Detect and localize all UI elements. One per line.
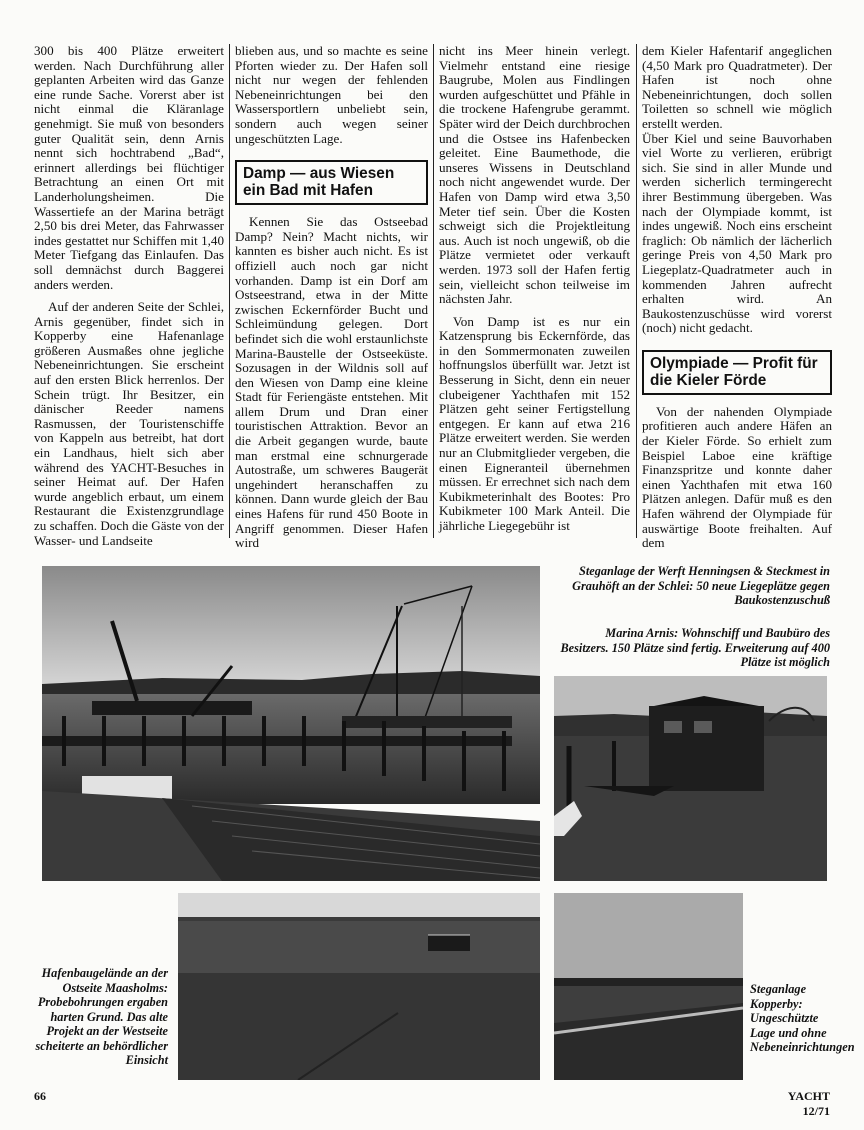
photo-marina-arnis bbox=[554, 676, 827, 881]
paragraph: Über Kiel und seine Bauvorhaben viel Worte zu verlieren, erübrigt sich. Sie sind in aller Munde und werden sicherlich termingerecht ihrer Bestimmung übergeben. Was nach der Olympiade kommt, ist indes ungewiß. Noch eins erscheint fraglich: Ob nämlich der lächerlich geringe Preis von 4,50 Mark pro Liegeplatz-Quadratmeter auch in kommenden Jahren aufrecht erhalten wird. An Baukostenzuschüsse wird vorerst (noch) nicht gedacht. bbox=[642, 130, 832, 336]
caption-henningsen: Steganlage der Werft Henningsen & Steckmest in Grauhöft an der Schlei: 50 neue Liegeplätze gegen Baukostenzuschuß bbox=[572, 564, 830, 607]
text-column-4 bbox=[642, 44, 832, 551]
issue-label: YACHT 12/71 bbox=[787, 1089, 830, 1118]
paragraph: 300 bis 400 Plätze erweitert werden. Nach Durchführung aller geplanten Arbeiten wird das Ganze eine runde Sache. Vorerst aber ist nicht einmal die Kläranlage genehmigt. Sie muß von besonders guter Qualität sein, denn Arnis nennt sich hochtrabend „Bad“, erinnert allerdings bei flüchtiger Betrachtung an einen Ort mit Landerholungsheimen. Die Wassertiefe an der Marina beträgt 2,50 bis drei Meter, das Fahrwasser indes gestattet nur Schiffen mit 1,40 Meter Tiefgang das Einlaufen. Das soll demnächst durch Baggerei anders werden. bbox=[34, 43, 224, 292]
text-column-2 bbox=[235, 44, 428, 551]
paragraph: Kennen Sie das Ostseebad Damp? Nein? Macht nichts, wir kannten es bisher auch nicht. Es ist offiziell auch noch gar nicht vorhanden. Damp ist ein Dorf am Ostseestrand, etwa in der Mitte zwischen Eckernförder Bucht und Schleimündung gelegen. Dort befindet sich die wohl erstaunlichste Marina-Baustelle der Ostseeküste. Sozusagen in der Wildnis soll auf den Wiesen von Damp eine kleine Stadt für Feriengäste entstehen. Mit allem Drum und Dran einer touristischen Attraktion. Bevor an die Arbeit gegangen wurde, baute man erstmal eine schnurgerade Autostraße, um schweres Baugerät ungehindert heranschaffen zu können. Dann wurde gleich der Bau eines Hafens für rund 450 Boote in Angriff genommen. Dieser Hafen wird bbox=[235, 214, 428, 551]
paragraph: blieben aus, und so machte es seine Pforten wieder zu. Der Hafen soll nicht nur wegen der fehlenden Nebeneinrichtungen bei den Wassersportlern unbeliebt sein, sondern auch wegen seiner ungeschützten Lage. bbox=[235, 43, 428, 146]
text-column-1 bbox=[34, 44, 224, 548]
paragraph: dem Kieler Hafentarif angeglichen (4,50 Mark pro Quadratmeter). Der Hafen ist noch ohne Nebeneinrichtungen, doch sollen Toiletten so schnell wie möglich erstellt werden. bbox=[642, 43, 832, 131]
caption-maasholm: Hafenbaugelände an der Ostseite Maasholms: Probebohrungen ergaben harten Grund. Das alte Projekt an der Westseite scheiterte an behördlicher Einsicht bbox=[35, 966, 168, 1067]
column-rule bbox=[229, 44, 230, 538]
page-number: 66 bbox=[34, 1089, 46, 1103]
text-column-3 bbox=[439, 44, 630, 534]
section-heading-olympiade: Olympiade — Profit für die Kieler Förde bbox=[642, 350, 832, 395]
photo-kopperby bbox=[554, 893, 743, 1080]
caption-kopperby: Steganlage Kopperby: Ungeschützte Lage und ohne Nebeneinrichtungen bbox=[750, 982, 855, 1054]
column-rule bbox=[433, 44, 434, 538]
paragraph: Auf der anderen Seite der Schlei, Arnis gegenüber, findet sich in Kopperby eine Hafenanlage größeren Ausmaßes ohne jegliche Nebeneinrichtungen. Sie erscheint auf den ersten Blick herrenlos. Der Schein trügt. Ihr Besitzer, ein dänischer Reeder namens Rasmussen, der Touristenschiffe von Kappeln aus betreibt, hat dort ein Landhaus, hielt sich aber während des YACHT-Besuches in seiner Heimat auf. Der Hafen wurde angeblich erbaut, um einem Restaurant die Existenzgrundlage zu schaffen. Doch die Gäste von der Wasser- und Landseite bbox=[34, 299, 224, 548]
paragraph: nicht ins Meer hinein verlegt. Vielmehr entstand eine riesige Baugrube, Molen aus Findlingen wurden aufgeschüttet und Pfähle in die trockene Hafengrube gerammt. Später wird der Deich durchbrochen und die Ostsee ins Hafenbecken geleitet. Eine Baumethode, die unseres Wissens in Deutschland noch nicht angewendet wurde. Der Hafen von Damp wird etwa 3,50 Meter tief sein. Über die Kosten schweigt sich die Projektleitung aus. Auch ist noch ungewiß, ob die Plätze vermietet oder verkauft werden. 1973 soll der Hafen fertig sein, vielleicht schon teilweise im nächsten Jahr. bbox=[439, 43, 630, 307]
caption-arnis: Marina Arnis: Wohnschiff und Baubüro des Besitzers. 150 Plätze sind fertig. Erweiterung auf 400 Plätze ist möglich bbox=[560, 626, 830, 669]
column-rule bbox=[636, 44, 637, 538]
photo-maasholm bbox=[178, 893, 540, 1080]
paragraph: Von Damp ist es nur ein Katzensprung bis Eckernförde, das in den Sommermonaten zuweilen hoffnungslos überfüllt war. Jetzt ist Besserung in Sicht, denn ein neuer clubeigener Yachthafen mit 152 Plätzen geht seiner Fertigstellung entgegen. Er kann auf etwa 216 Plätze erweitert werden. Sie werden nur an Clubmitglieder vergeben, die einen Eigneranteil übernehmen müssen. Er errechnet sich nach dem Kubikmeterinhalt des Bootes: Pro Kubikmeter 100 Mark Anteil. Die jährliche Liegegebühr ist bbox=[439, 313, 630, 533]
photo-henningsen-jetty bbox=[42, 566, 540, 881]
paragraph: Von der nahenden Olympiade profitieren auch andere Häfen an der Kieler Förde. So erhielt zum Beispiel Laboe eine kräftige Finanzspritze und konnte daher einen Yachthafen mit etwa 160 Plätzen anlegen. Dafür muß es den Hafen während der Olympiade für auswärtige Boote freihalten. Auf dem bbox=[642, 403, 832, 551]
section-heading-damp: Damp — aus Wiesen ein Bad mit Hafen bbox=[235, 160, 428, 205]
